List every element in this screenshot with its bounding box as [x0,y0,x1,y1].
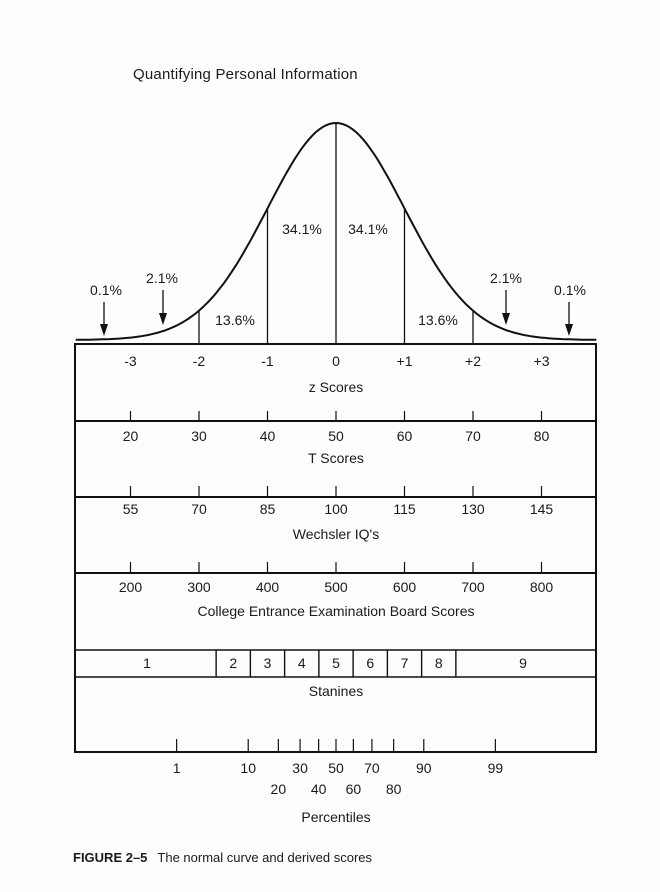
scale-tick-label: 40 [259,428,276,444]
scale-name: z Scores [308,379,364,395]
segment-percent-label: 2.1% [490,270,522,286]
percentile-label: 80 [385,781,402,797]
scale-tick-label: 500 [324,579,348,595]
figure-caption-label: FIGURE 2–5 [73,850,148,865]
stanine-label: 2 [229,655,238,671]
segment-percent-label: 2.1% [146,270,178,286]
scale-tick-label: 200 [118,579,143,595]
percentiles-name: Percentiles [301,809,371,825]
percentile-label: 40 [310,781,327,797]
stanines-name: Stanines [308,683,364,699]
scale-tick-label: 70 [191,501,207,517]
stanine-label: 5 [332,655,340,671]
scale-tick-label: 30 [191,428,207,444]
scale-tick-label: 0 [332,353,340,369]
scale-name: Wechsler IQ's [292,526,380,542]
page-header: Quantifying Personal Information [133,66,358,83]
scale-tick-label: +2 [465,353,481,369]
percentile-label: 50 [328,760,344,776]
scale-tick-label: 300 [187,579,211,595]
percentile-label: 70 [364,760,380,776]
scale-tick-label: 100 [324,501,348,517]
stanine-label: 6 [366,655,375,671]
scale-tick-label: 50 [328,428,344,444]
percentile-label: 20 [270,781,287,797]
percentile-label: 60 [345,781,362,797]
scale-name: College Entrance Examination Board Scores [197,603,475,619]
scale-tick-label: -3 [124,353,137,369]
scale-tick-label: 70 [465,428,481,444]
scale-tick-label: 130 [461,501,485,517]
scale-tick-label: 400 [255,579,280,595]
stanine-label: 7 [400,655,409,671]
percentile-label: 99 [487,760,504,776]
stanine-label: 3 [263,655,272,671]
segment-percent-label: 34.1% [348,221,388,237]
scale-tick-label: 700 [461,579,485,595]
segment-percent-label: 34.1% [282,221,322,237]
percentile-label: 10 [240,760,257,776]
tail-percent-label: 0.1% [90,282,122,298]
scale-tick-label: 80 [533,428,550,444]
stanine-label: 9 [519,655,527,671]
pointer-arrowhead [565,324,573,336]
figure-caption [73,850,372,865]
scale-tick-label: 60 [396,428,413,444]
stanine-label: 8 [434,655,443,671]
percentile-label: 30 [292,760,308,776]
stanine-label: 1 [143,655,151,671]
scale-tick-label: +1 [396,353,413,369]
percentile-label: 1 [172,760,181,776]
percentile-label: 90 [415,760,432,776]
scale-tick-label: 800 [529,579,554,595]
score-scales-layer [75,344,596,825]
scale-tick-label: 600 [392,579,417,595]
pointer-arrowhead [100,324,108,336]
pointer-arrowhead [502,313,510,325]
scale-tick-label: 20 [122,428,139,444]
scale-tick-label: 145 [529,501,554,517]
normal-curve-layer [76,123,597,344]
scale-tick-label: 85 [259,501,276,517]
segment-percent-label: 13.6% [215,312,255,328]
scale-tick-label: -1 [261,353,274,369]
figure-caption-text: The normal curve and derived scores [157,850,373,865]
stanine-label: 4 [297,655,306,671]
pointer-arrowhead [159,313,167,325]
scale-tick-label: -2 [192,353,206,369]
scale-name: T Scores [308,450,364,466]
tail-percent-label: 0.1% [554,282,586,298]
scale-tick-label: 115 [393,501,416,517]
segment-percent-label: 13.6% [418,312,458,328]
scale-tick-label: +3 [533,353,550,369]
scale-tick-label: 55 [122,501,139,517]
